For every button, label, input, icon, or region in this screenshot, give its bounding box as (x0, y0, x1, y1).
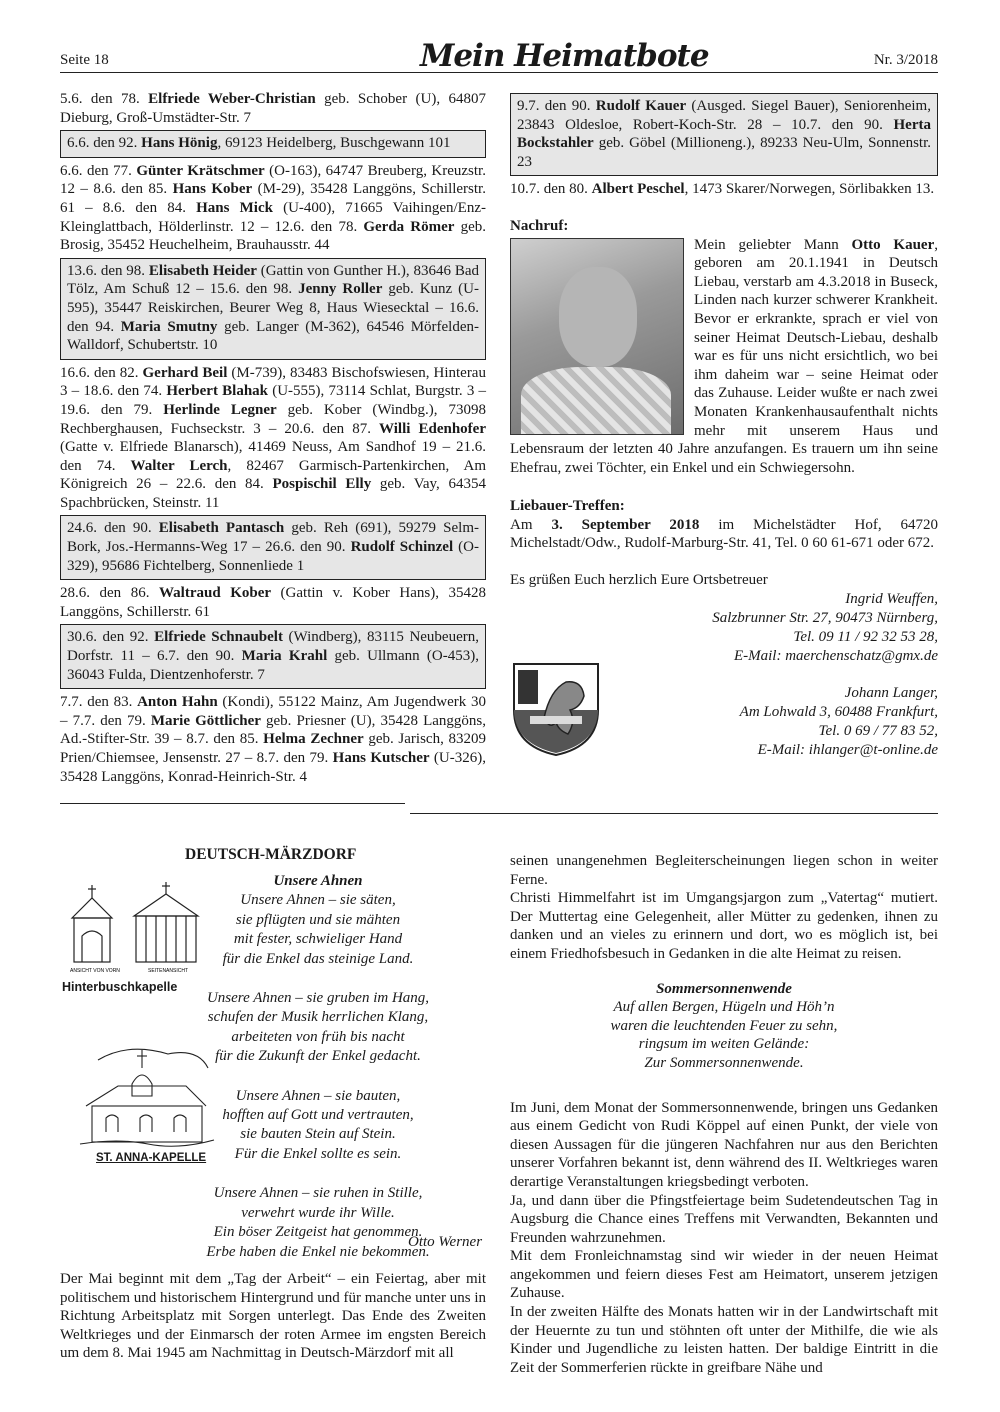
birthday-highlight-box (60, 130, 486, 158)
person-name: Walter Lerch (130, 457, 228, 474)
entry-text: (M-29), 35428 Langgöns, Schillerstr. 61 – 8.6. den 84. (60, 181, 486, 216)
poem-line: Erbe haben die Enkel nie bekommen. (206, 1243, 430, 1260)
chapel-caption: ST. ANNA-KAPELLE (96, 1152, 207, 1164)
person-name: Otto Kauer (851, 236, 935, 253)
poem-line: Unsere Ahnen – sie ruhen in Stille, (213, 1185, 423, 1202)
paragraph: Christi Himmelfahrt ist im Umgangsjargon zum „Vatertag“ mutiert. Der Muttertag eine Gelegenheit, aller Mütter zu gedenken, ihnen zu danken und an vieles zu erinnern und dort, wo es möglich ist, bei einem Friedhofsbesuch in Gedanken in die alte Heimat zu reisen. (510, 890, 938, 962)
person-name: Hans Mick (196, 199, 273, 216)
birthday-highlight-box (60, 515, 486, 580)
person-name: Maria Krahl (241, 648, 328, 665)
treffen-text (510, 516, 938, 553)
contact-line: Tel. 09 11 / 92 32 53 28, (793, 628, 938, 645)
entry-text: geb. Langer (M-362), 64546 Mörfelden-Walldorf, Schubertstr. 10 (67, 318, 480, 354)
coat-of-arms-icon (510, 660, 602, 758)
person-name: Hans Kutscher (332, 750, 430, 766)
entry-text: (Gatte v. Elfriede Blanarsch), 41469 Neuss, Am Sandhof 19 – 21.6. den 74. (60, 439, 486, 474)
article-text-left (60, 1270, 486, 1363)
article-text-right (510, 852, 938, 1377)
person-name: Hans Hönig (141, 135, 218, 152)
nachruf-heading: Nachruf: (510, 217, 569, 234)
poem-line: arbeiteten von früh bis nacht (231, 1028, 405, 1045)
entry-text: 6.6. den 92. (67, 135, 142, 152)
poem-author: Otto Werner (408, 1234, 483, 1250)
person-name: Rudolf Kauer (595, 98, 687, 114)
birthday-entry (67, 628, 479, 684)
birthday-highlight-box (60, 258, 486, 360)
poem-stanza (150, 891, 486, 969)
contact-line: E-Mail: ihlanger@t-online.de (757, 741, 938, 758)
poem-line: ringsum im weiten Gelände: (638, 1036, 810, 1053)
entry-text: 16.6. den 82. (60, 364, 143, 381)
entry-text: geb. Reh (691), 59279 Selm-Bork, Jos.-Hermanns-Weg 17 – 26.6. den 90. (67, 520, 480, 556)
contact-line: Johann Langer, (844, 684, 938, 701)
entry-text: (U-555), 73114 Schlat, Burgstr. 3 – 19.6. den 79. (60, 383, 487, 418)
entry-text: 28.6. den 86. (60, 585, 159, 602)
poem-line: waren die leuchtenden Feuer zu sehn, (610, 1017, 838, 1034)
contact-line: E-Mail: maerchenschatz@gmx.de (733, 647, 938, 664)
poem-title: Sommersonnenwende (656, 980, 792, 997)
person-name: Herta Bockstahler (517, 116, 931, 152)
birthday-highlight-box (510, 93, 938, 176)
entry-text: geb. Jarisch, 83209 Prien/Chiemsee, Jensenstr. 27 – 8.7. den 79. (60, 731, 487, 766)
entry-text: geb. Priesner (U), 35428 Langgöns, Ad.-Stifter-Str. 39 – 8.7. den 85. (60, 712, 486, 748)
birthday-list-left (60, 90, 486, 786)
issue-number: Nr. 3/2018 (873, 52, 938, 68)
poem-stanza (150, 989, 486, 1067)
person-name: Elisabeth Pantasch (158, 520, 285, 537)
poem-line: Für die Enkel sollte es sein. (234, 1145, 402, 1162)
person-name: Helma Zechner (263, 731, 364, 748)
poem-line: für die Enkel das steinige Land. (222, 950, 414, 967)
entry-text: 24.6. den 90. (67, 520, 159, 537)
birthday-highlight-box (60, 624, 486, 689)
person-name: Gerda Römer (363, 218, 455, 235)
person-name: Herlinde Legner (163, 401, 277, 418)
poem-line: schufen der Musik herrlichen Klang, (207, 1009, 429, 1026)
poem-line: Ein böser Zeitgeist hat genommen. (213, 1224, 423, 1241)
entry-text: (O-329), 95686 Fichtelberg, Sonnenliede 1 (67, 539, 479, 574)
masthead-logo: Mein Heimatbote (420, 38, 709, 74)
entry-text: geb. Kober (Windbg.), 73098 Rechberghausen, Fuchseckstr. 3 – 20.6. den 87. (60, 401, 486, 437)
poem-line: mit fester, schwieliger Hand (233, 931, 403, 948)
poem-line: verwehrt wurde ihr Wille. (241, 1204, 395, 1221)
sketch-label: ANSICHT VON VORN (70, 968, 120, 974)
person-name: Herbert Blahak (166, 383, 269, 400)
person-name: Marie Göttlicher (150, 712, 261, 729)
poem-title: Unsere Ahnen (273, 873, 363, 889)
paragraph: Im Juni, dem Monat der Sommersonnenwende, bringen uns Gedanken aus einem Gedicht von Rudi Köppel auf einen Punkt, der viele von diesen Aussagen für die jüngeren Nachfahren nur aus den Berichten unserer Vorfahren bekannt ist, denn während des II. Weltkrieges waren derartige Veranstaltungen kriegsbedingt verboten. (510, 1099, 938, 1190)
entry-text: geb. Kunz (U-595), 35447 Reiskirchen, Beurer Weg 8, Haus Wiesecktal – 16.6. den 94. (67, 281, 479, 335)
entry-text: (Kondi), 55122 Mainz, Am Jugendwerk 30 – 7.7. den 79. (60, 694, 486, 729)
sommer-poem (510, 980, 938, 1073)
entry-text: geb. Schober (U), 64807 Dieburg, Groß-Umstädter-Str. 7 (60, 91, 486, 126)
person-name: Elfriede Weber-Christian (148, 91, 316, 107)
header-rule (60, 72, 938, 73)
birthday-entry (60, 364, 486, 513)
entry-text: geb. Brosig, 35452 Heuchelheim, Brauhausstr. 44 (60, 218, 486, 254)
birthday-entry (60, 162, 486, 255)
person-name: Jenny Roller (298, 281, 383, 298)
entry-text: (Windberg), 83115 Neubeuern, Dorfstr. 11 – 6.7. den 90. (67, 629, 479, 665)
page-number: Seite 18 (60, 52, 109, 68)
entry-text: Mein geliebter Mann (694, 236, 852, 253)
entry-text: (M-739), 83483 Bischofswiesen, Hinterau 3 – 18.6. den 74. (60, 364, 486, 400)
paragraph: Mit dem Fronleichnamstag sind wir wieder in der neuen Heimat angekommen und feiern dieses Fest am Heimatort, unserem jetzigen Zuhause. (510, 1248, 938, 1302)
paragraph: In der zweiten Hälfte des Monats hatten wir in der Landwirtschaft mit der Heuernte zu tun und stöhnten oft unter der Mithilfe, die wie als Kinder und Jugendliche zu leisten hatten. Der baldige Eintritt in die Zeit der Sommerferien rückte in greifbare Nähe und (510, 1304, 938, 1376)
birthday-entry (517, 97, 931, 171)
section-divider (410, 813, 938, 814)
person-name: Maria Smutny (120, 318, 218, 335)
entry-text: 13.6. den 98. (67, 262, 149, 279)
poem-line: für die Zukunft der Enkel gedacht. (215, 1048, 421, 1065)
treffen-heading: Liebauer-Treffen: (510, 498, 625, 515)
entry-text: , 1473 Skarer/Norwegen, Sörlibakken 13. (684, 181, 935, 198)
poem-line: Unsere Ahnen – sie gruben im Hang, (206, 990, 430, 1007)
contact-line: Tel. 0 69 / 77 83 52, (818, 722, 938, 739)
paragraph: Der Mai beginnt mit dem „Tag der Arbeit“ – ein Feiertag, aber mit politischem und historischem Hintergrund und für manche unter uns in Richtung Arbeitsplatz mit Sorgen unterlegt. Das Ende des Zweiten Weltkrieges und der Einmarsch der roten Armee im engsten Bereich um dem 8. Mai 1945 am Nachmittag in Deutsch-Märzdorf mit all (60, 1271, 486, 1362)
poem-line: sie pflügten und sie mähten (235, 911, 401, 928)
entry-text: (Gattin v. Kober Hans), 35428 Langgöns, Schillerstr. 61 (60, 585, 486, 620)
entry-text: 9.7. den 90. (517, 98, 596, 114)
poem-line: Unsere Ahnen – sie bauten, (235, 1087, 401, 1104)
birthday-entry (67, 134, 479, 153)
poem (150, 872, 486, 1282)
entry-text: geb. Göbel (Millioneng.), 89233 Neu-Ulm, Sonnenstr. 23 (517, 135, 931, 170)
person-name: Anton Hahn (137, 694, 218, 711)
birthday-entry (67, 519, 479, 575)
section-title: DEUTSCH-MÄRZDORF (185, 846, 357, 863)
person-name: 3. September 2018 (551, 516, 700, 533)
entry-text: , 69123 Heidelberg, Buschgewann 101 (217, 135, 451, 152)
entry-text: geb. Vay, 64354 Spachbrücken, Steinstr. 11 (60, 476, 486, 511)
poem-line: Auf allen Bergen, Hügeln und Höh’n (613, 999, 835, 1016)
entry-text: (Ausged. Siegel Bauer), Seniorenheim, 23843 Oldesloe, Robert-Koch-Str. 28 – 10.7. den 90. (517, 98, 931, 133)
entry-text: (U-400), 71665 Vaihingen/Enz-Kleinglattbach, Hölderlinstr. 12 – 12.6. den 78. (60, 199, 486, 235)
entry-text: im Michelstädter Hof, 64720 Michelstadt/Odw., Rudolf-Marburg-Str. 41, Tel. 0 60 61-671 oder 672. (510, 516, 939, 552)
person-name: Elfriede Schnaubelt (154, 629, 283, 646)
contact-line: Salzbrunner Str. 27, 90473 Nürnberg, (712, 609, 938, 626)
person-name: Waltraud Kober (159, 585, 272, 602)
birthday-entry (60, 584, 486, 621)
entry-text: (Gattin von Gunther H.), 83646 Bad Tölz, Am Schuß 12 – 15.6. den 98. (67, 262, 479, 298)
person-name: Rudolf Schinzel (350, 539, 454, 556)
person-name: Gerhard Beil (142, 364, 228, 381)
poem-line: hofften auf Gott und vertrauten, (222, 1107, 414, 1124)
person-name: Günter Krätschmer (136, 162, 265, 179)
person-name: Willi Edenhofer (379, 420, 486, 437)
entry-text: 6.6. den 77. (60, 162, 137, 179)
birthday-entry (60, 90, 486, 127)
birthday-entry (510, 180, 938, 199)
section-divider (60, 803, 405, 804)
sketch-label: SEITENANSICHT (148, 968, 189, 974)
entry-text: , geboren am 20.1.1941 in Deutsch Liebau, verstarb am 4.3.2018 in Buseck, Linden nach kurzer schwerer Krankheit. Bevor er erkrankte, sprach er viel von seiner Heimat Deutsch-Liebau, deshalb war es für uns nicht ersichtlich, wo bei ihm daheim war – seine Heimat oder das Zuhause. Leider wußte er nach zwei Monaten Krankenhausaufenthalt nichts mehr mit unserem Haus und Lebensraum der letzten 40 Jahre anzufangen. Es trauern um ihn seine Ehefrau, zwei Töchter, ein Enkel und ein Schwiegersohn. (510, 236, 938, 476)
greeting: Es grüßen Euch herzlich Eure Ortsbetreuer (510, 572, 768, 589)
portrait-photo (510, 238, 684, 435)
contact-weuffen (510, 590, 938, 666)
person-name: Albert Peschel (591, 181, 685, 198)
birthday-entry (67, 262, 479, 355)
entry-text: (U-326), 35428 Langgöns, Konrad-Heinrich-Str. 4 (60, 750, 486, 785)
contact-line: Ingrid Weuffen, (845, 590, 938, 607)
entry-text: Am (510, 516, 552, 533)
poem-stanza (150, 1087, 486, 1165)
paragraph: Ja, und dann über die Pfingstfeiertage beim Sudetendeutschen Tag in Augsburg die Chance eines Treffens mit Verwandten, Bekannten und Freunden wahrzunehmen. (510, 1192, 938, 1246)
poem-line: sie bauten Stein auf Stein. (240, 1126, 396, 1143)
entry-text: 7.7. den 83. (60, 694, 138, 711)
chapel-caption: Hinterbuschkapelle (62, 980, 178, 994)
entry-text: 10.7. den 80. (510, 181, 592, 198)
person-name: Pospischil Elly (272, 476, 372, 493)
paragraph: seinen unangenehmen Begleiterscheinungen liegen schon in weiter Ferne. (510, 853, 938, 888)
person-name: Hans Kober (172, 181, 253, 198)
poem-line: Unsere Ahnen – sie säten, (240, 892, 396, 909)
poem-line: Zur Sommersonnenwende. (644, 1054, 804, 1071)
contact-line: Am Lohwald 3, 60488 Frankfurt, (739, 703, 938, 720)
person-name: Elisabeth Heider (148, 262, 257, 279)
entry-text: 5.6. den 78. (60, 91, 149, 107)
entry-text: geb. Ullmann (O-453), 36043 Fulda, Dientzenhoferstr. 7 (67, 648, 479, 683)
entry-text: (O-163), 64747 Breuberg, Kreuzstr. 12 – 8.6. den 85. (60, 162, 486, 198)
birthday-entry (60, 693, 486, 786)
entry-text: , 82467 Garmisch-Partenkirchen, Am Königreich 26 – 22.6. den 84. (60, 457, 486, 493)
entry-text: 30.6. den 92. (67, 629, 155, 646)
